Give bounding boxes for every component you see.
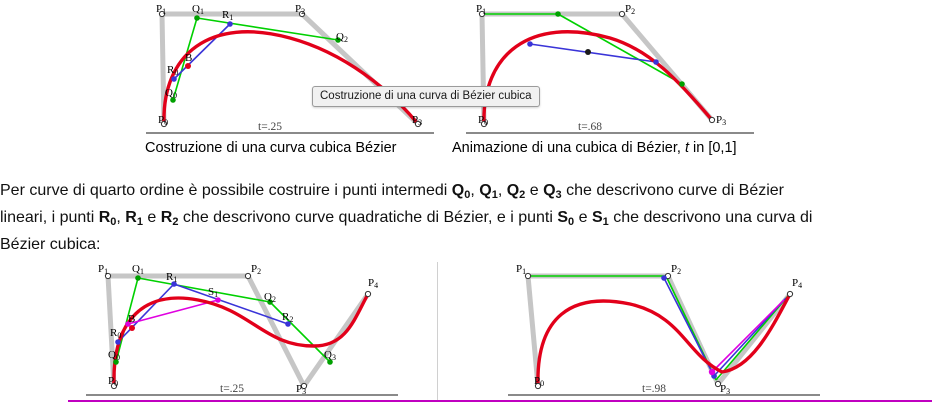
bezier-quartic-animation-svg (490, 262, 830, 400)
figure-divider (437, 262, 438, 400)
point-label: B (185, 52, 193, 64)
paragraph-line-3: Bézier cubica: (0, 236, 101, 253)
top-left-diagram (140, 0, 440, 138)
point-label: B (128, 313, 136, 325)
bottom-figure (0, 262, 932, 402)
bottom-left-diagram (68, 262, 408, 400)
point-label: R0 (167, 64, 179, 77)
point-label: P4 (792, 277, 803, 290)
t-value-label: t=.68 (578, 121, 603, 133)
paragraph-line-1: Per curve di quarto ordine è possibile costruire i punti intermedi $Q_0$, $Q_1$, $Q_2$ e $Q_3$ che descrivono curve di Bézier (0, 182, 784, 201)
point-label: P3 (412, 114, 423, 127)
caption-left: Costruzione di una curva cubica Bézier (145, 140, 397, 156)
point-label: P1 (98, 263, 109, 276)
caption-right-italic: t (684, 140, 689, 156)
point-label: P3 (720, 383, 731, 396)
bottom-right-diagram (490, 262, 830, 400)
point-label: P1 (156, 3, 167, 16)
point-label: Q0 (108, 349, 120, 362)
point-label: Q2 (264, 291, 276, 304)
tooltip-bezier-construction: Costruzione di una curva di Bézier cubica (312, 86, 540, 107)
point-label: Q1 (132, 263, 144, 276)
point-label: P3 (296, 383, 307, 396)
point-label: P2 (671, 263, 682, 276)
point-label: P3 (716, 114, 727, 127)
bezier-quartic-construction-svg (68, 262, 408, 400)
point-label: Q0 (165, 87, 177, 100)
bezier-cubic-animation-svg (460, 0, 760, 138)
caption-right-post: in [0,1] (688, 140, 737, 156)
point-label: P2 (625, 3, 636, 16)
point-label: P1 (476, 3, 487, 16)
point-label: R2 (282, 311, 294, 324)
point-label: R0 (110, 327, 122, 340)
paragraph-line-2: lineari, i punti $R_0$, $R_1$ e $R_2$ che descrivono curve quadratiche di Bézier, e i punti $S_0$ e $S_1$ che descrivono una curva di (0, 209, 813, 228)
paragraph-text (0, 178, 932, 257)
point-label: P0 (158, 114, 169, 127)
t-value-label: t=.98 (642, 383, 667, 395)
t-value-label: t=.25 (220, 383, 245, 395)
top-right-diagram (460, 0, 760, 138)
point-label: R1 (222, 9, 234, 22)
point-label: P4 (368, 277, 379, 290)
point-label: Q1 (192, 3, 204, 16)
point-label: P0 (534, 375, 545, 388)
horizontal-rule (68, 400, 932, 402)
point-label: P0 (478, 114, 489, 127)
point-label: P1 (516, 263, 527, 276)
point-label: P0 (108, 375, 119, 388)
point-label: P2 (251, 263, 262, 276)
point-label: S1 (208, 286, 219, 299)
point-label: R1 (166, 271, 178, 284)
bezier-cubic-construction-svg (140, 0, 440, 138)
t-value-label: t=.25 (258, 121, 283, 133)
point-label: P2 (295, 3, 306, 16)
point-label: Q3 (324, 349, 336, 362)
top-figure (0, 0, 932, 158)
point-label: Q2 (336, 31, 348, 44)
caption-right (452, 140, 737, 156)
caption-right-pre: Animazione di una cubica di Bézier, (452, 140, 685, 156)
